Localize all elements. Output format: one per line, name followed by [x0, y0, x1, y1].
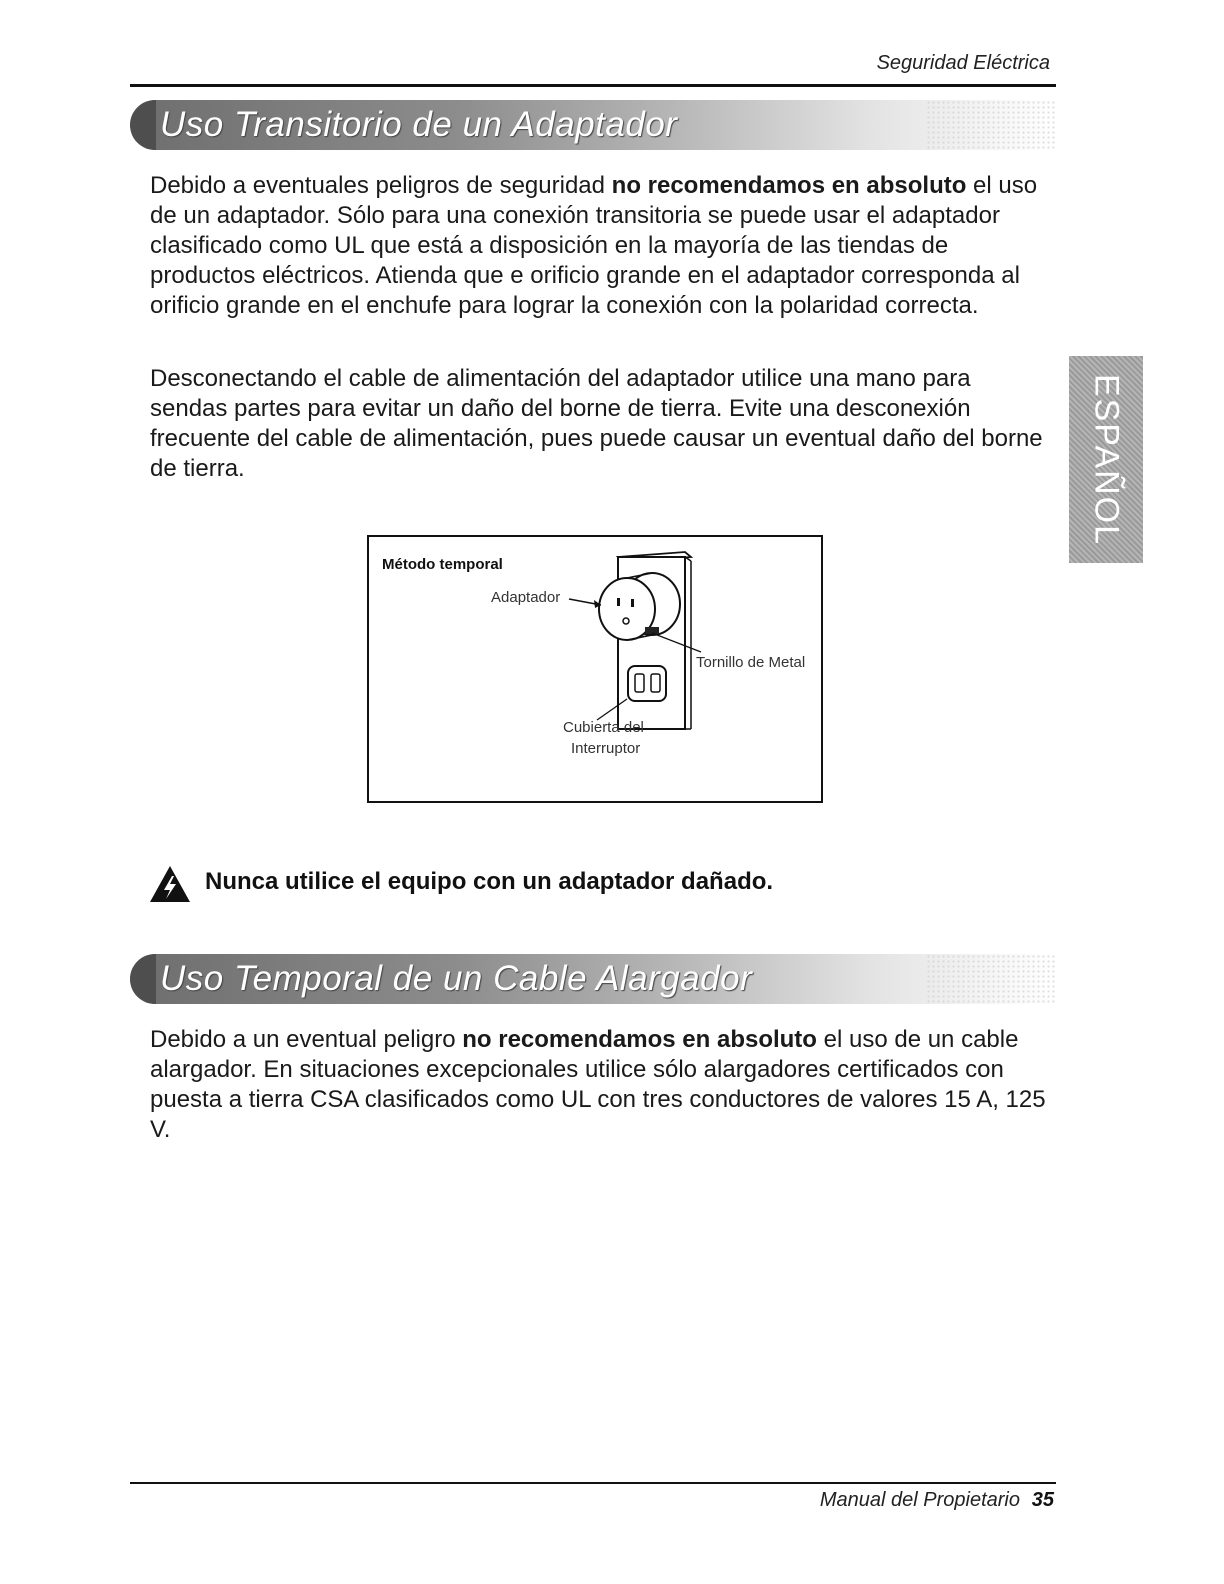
language-side-tab — [1069, 356, 1143, 563]
language-tab-label: ESPAÑOL — [1087, 373, 1126, 546]
paragraph-extension-cord — [150, 1025, 1050, 1145]
label-metal-screw: Tornillo de Metal — [696, 654, 806, 671]
warning-triangle-icon — [148, 864, 192, 904]
paragraph-disconnect: Desconectando el cable de alimentación del adaptador utilice una mano para sendas partes para evitar un daño del borne de tierra. Evite una desconexión frecuente del cable de alimentación, pues puede causar un eventual daño del borne de tierra. — [150, 365, 1043, 482]
label-adapter: Adaptador — [491, 589, 561, 606]
banner-cap — [130, 954, 156, 1004]
section-heading-adapter: Uso Transitorio de un Adaptador — [160, 105, 678, 144]
page-number: 35 — [1031, 1489, 1054, 1511]
banner-dot-pattern — [926, 954, 1056, 1004]
label-switch-cover-line1: Cubierta del — [563, 719, 644, 736]
warning-text: Nunca utilice el equipo con un adaptador dañado. — [205, 868, 774, 895]
section-heading-extension-cord: Uso Temporal de un Cable Alargador — [160, 959, 753, 998]
section-banner-extension-cord — [130, 954, 1056, 1004]
paragraph-emphasis: no recomendamos en absoluto — [462, 1026, 817, 1053]
wall-outlet-illustration — [369, 537, 825, 805]
paragraph-text: el uso de un cable alargador. En situaciones excepcionales utilice sólo alargadores certificados con puesta a tierra CSA clasificados como UL con tres conductores de valores 15 A, 125 V. — [150, 1026, 1046, 1143]
paragraph-text: Debido a un eventual peligro — [150, 1026, 463, 1053]
paragraph-text: el uso de un adaptador. Sólo para una conexión transitoria se puede usar el adaptador clasificado como UL que está a disposición en la mayoría de las tiendas de productos eléctricos. Atienda que e orificio grande en el adaptador corresponda al orificio grande en el enchufe para lograr la conexión con la polaridad correcta. — [150, 172, 1038, 319]
banner-dot-pattern — [926, 100, 1056, 150]
figure-title: Método temporal — [382, 556, 503, 573]
running-header-title: Seguridad Eléctrica — [876, 52, 1050, 74]
warning-notice — [148, 864, 848, 904]
paragraph-text: Debido a eventuales peligros de seguridad — [150, 172, 612, 199]
footer-manual-label: Manual del Propietario — [819, 1489, 1020, 1511]
paragraph-adapter-warning — [150, 171, 1050, 321]
label-switch-cover-line2: Interruptor — [571, 740, 641, 757]
section-banner-adapter — [130, 100, 1056, 150]
banner-cap — [130, 100, 156, 150]
adapter-diagram — [367, 535, 823, 803]
header-rule — [130, 84, 1056, 87]
footer-rule — [130, 1482, 1056, 1484]
paragraph-emphasis: no recomendamos en absoluto — [611, 172, 967, 199]
